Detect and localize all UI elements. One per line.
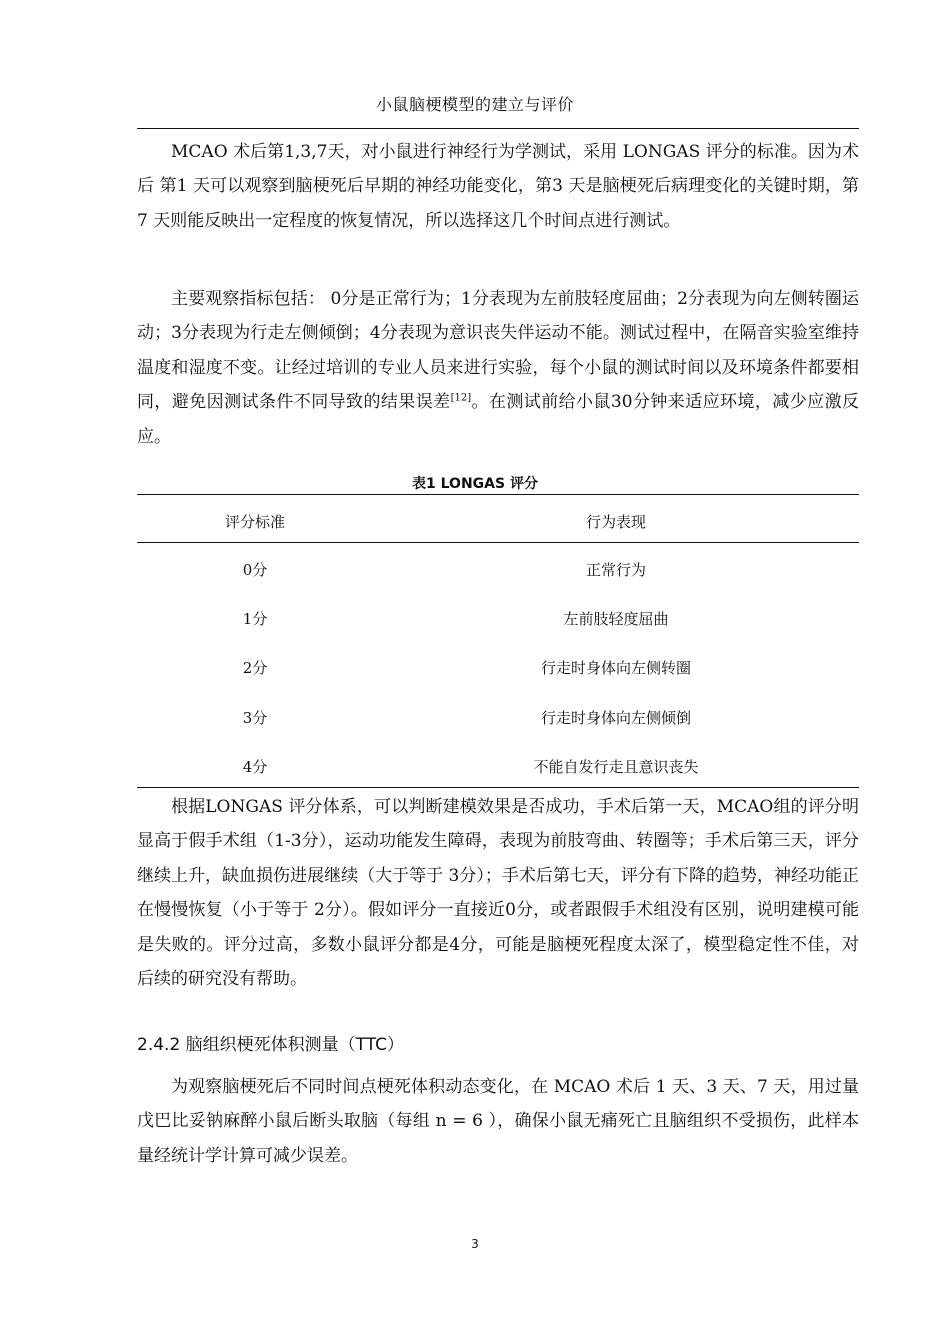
table-cell-score: 2分 <box>242 659 268 677</box>
table-cell-behavior: 左前肢轻度屈曲 <box>563 610 669 628</box>
table-cell-score: 0分 <box>242 561 268 579</box>
paragraph-observation-main: 主要观察指标包括： 0分是正常行为；1分表现为左前肢轻度屈曲；2分表现为向左侧转圈运动；3分表现为行走左侧倾倒；4分表现为意识丧失伴运动不能。测试过程中，在隔音实验室维持温度和湿度不变。让经过培训的专业人员来进行实验，每个小鼠的测试时间以及环境条件都要相同，避免因测试条件不同导致的结果误差 <box>137 289 859 413</box>
paragraph-observation-indicators <box>137 282 859 454</box>
table-cell-score: 4分 <box>242 758 268 776</box>
table-bottom-rule <box>137 787 859 788</box>
running-header: 小鼠脑梗模型的建立与评价 <box>375 95 574 114</box>
table-cell-score: 1分 <box>242 610 268 628</box>
table-header-behavior: 行为表现 <box>585 513 646 531</box>
section-heading: 2.4.2 脑组织梗死体积测量（TTC） <box>137 1035 405 1055</box>
table-caption: 表1 LONGAS 评分 <box>412 476 538 492</box>
table-header-rule <box>137 542 859 543</box>
table-top-rule <box>137 494 859 495</box>
paragraph-test-schedule: MCAO 术后第1,3,7天，对小鼠进行神经行为学测试，采用 LONGAS 评分的标准。因为术后 第1 天可以观察到脑梗死后早期的神经功能变化，第3 天是脑梗死后病理变化的关键时期，第7 天则能反映出一定程度的恢复情况，所以选择这几个时间点进行测试。 <box>137 142 859 231</box>
page-number: 3 <box>471 1237 479 1251</box>
paragraph-ttc-method: 为观察脑梗死后不同时间点梗死体积动态变化，在 MCAO 术后 1 天、3 天、7 天，用过量戊巴比妥钠麻醉小鼠后断头取脑（每组 n = 6 ），确保小鼠无痛死亡且脑组织不受损伤，此样本量经统计学计算可减少误差。 <box>137 1077 859 1166</box>
table-header-score: 评分标准 <box>224 513 285 531</box>
paragraph-evaluation: 根据LONGAS 评分体系，可以判断建模效果是否成功，手术后第一天，MCAO组的评分明显高于假手术组（1-3分），运动功能发生障碍，表现为前肢弯曲、转圈等；手术后第三天，评分继续上升，缺血损伤进展继续（大于等于 3分）；手术后第七天，评分有下降的趋势，神经功能正在慢慢恢复（小于等于 2分）。假如评分一直接近0分，或者跟假手术组没有区别，说明建模可能是失败的。评分过高，多数小鼠评分都是4分，可能是脑梗死程度太深了，模型稳定性不佳，对后续的研究没有帮助。 <box>137 797 859 990</box>
table-cell-behavior: 正常行为 <box>585 561 646 579</box>
table-cell-score: 3分 <box>242 709 268 727</box>
table-cell-behavior: 不能自发行走且意识丧失 <box>533 758 699 776</box>
citation-reference: [12] <box>450 392 472 404</box>
table-cell-behavior: 行走时身体向左侧转圈 <box>540 659 691 677</box>
table-cell-behavior: 行走时身体向左侧倾倒 <box>540 709 691 727</box>
paragraph-observation-tail: 。在测试前给小鼠30分钟来适应环境，减少应激反应。 <box>137 392 859 447</box>
header-rule <box>137 128 859 129</box>
